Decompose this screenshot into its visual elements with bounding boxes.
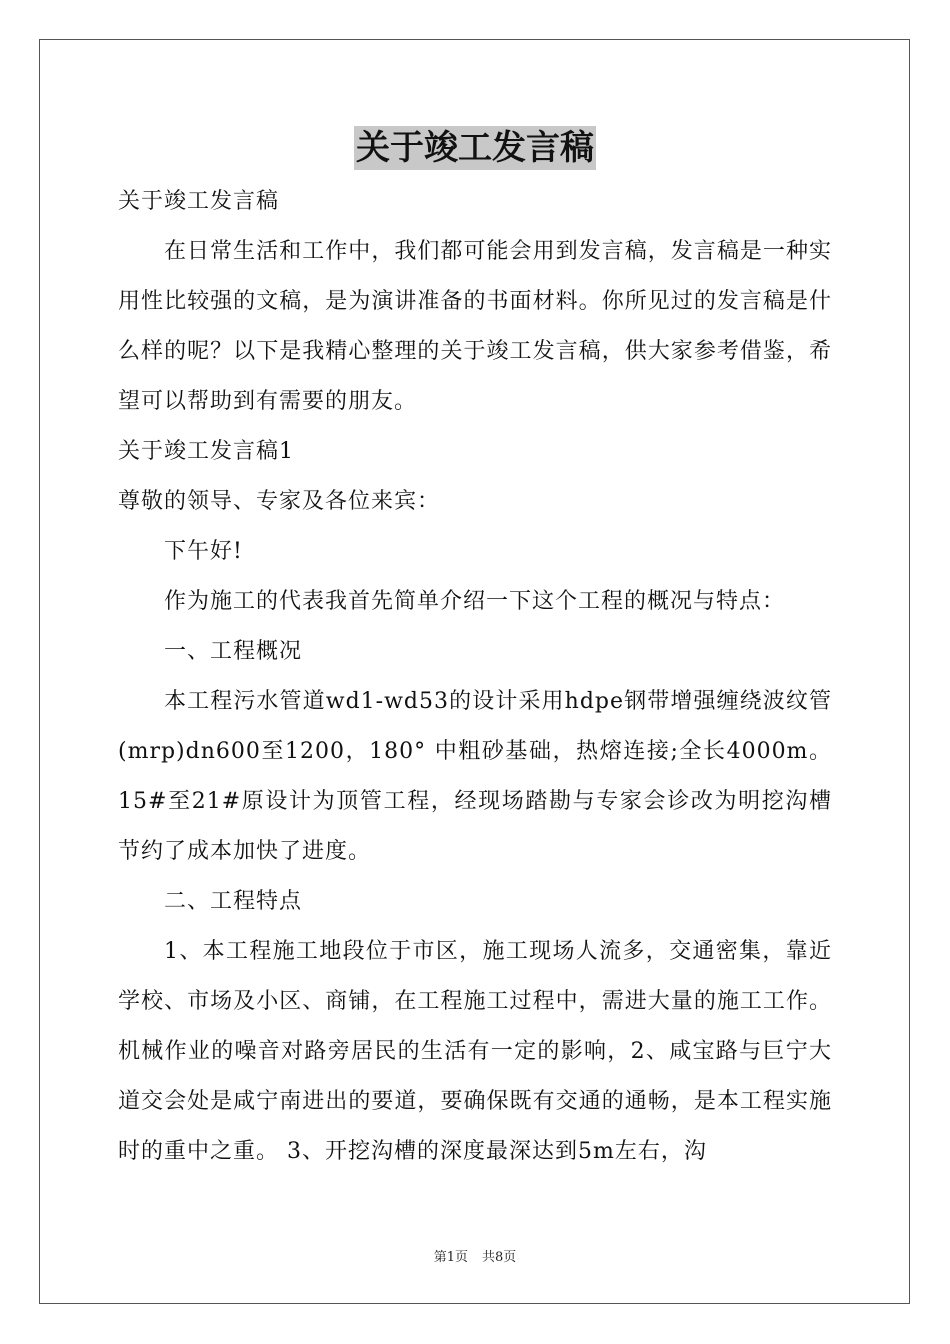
document-title: 关于竣工发言稿 <box>356 128 594 168</box>
paragraph: 关于竣工发言稿 <box>118 189 280 214</box>
paragraph: 尊敬的领导、专家及各位来宾： <box>118 489 441 514</box>
paragraph: 关于竣工发言稿1 <box>118 439 294 464</box>
page-number: 第1页 <box>433 1250 468 1265</box>
paragraph: 1、本工程施工地段位于市区，施工现场人流多，交通密集，靠近学校、市场及小区、商铺，在工程施工过程中，需进大量的施工工作。机械作业的噪音对路旁居民的生活有一定的影响，2、咸宝路与巨宁大道交会处是咸宁南进出的要道，要确保既有交通的通畅，是本工程实施时的重中之重。 3、开挖沟槽的深度最深达到5m左右，沟 <box>118 939 832 1164</box>
page-footer <box>0 1246 950 1265</box>
paragraph: 二、工程特点 <box>164 889 303 914</box>
title-wrap <box>0 126 950 170</box>
paragraph: 一、工程概况 <box>164 639 303 664</box>
paragraph: 下午好! <box>164 539 243 564</box>
paragraph: 在日常生活和工作中，我们都可能会用到发言稿，发言稿是一种实用性比较强的文稿，是为演讲准备的书面材料。你所见过的发言稿是什么样的呢？以下是我精心整理的关于竣工发言稿，供大家参考借鉴，希望可以帮助到有需要的朋友。 <box>118 239 832 414</box>
paragraph: 作为施工的代表我首先简单介绍一下这个工程的概况与特点： <box>164 589 786 614</box>
document-body <box>118 177 832 1177</box>
paragraph: 本工程污水管道wd1-wd53的设计采用hdpe钢带增强缠绕波纹管(mrp)dn600至1200，180° 中粗砂基础，热熔连接;全长4000m。15#至21#原设计为顶管工程，经现场踏勘与专家会诊改为明挖沟槽节约了成本加快了进度。 <box>118 689 832 864</box>
page-total: 共8页 <box>482 1250 517 1265</box>
